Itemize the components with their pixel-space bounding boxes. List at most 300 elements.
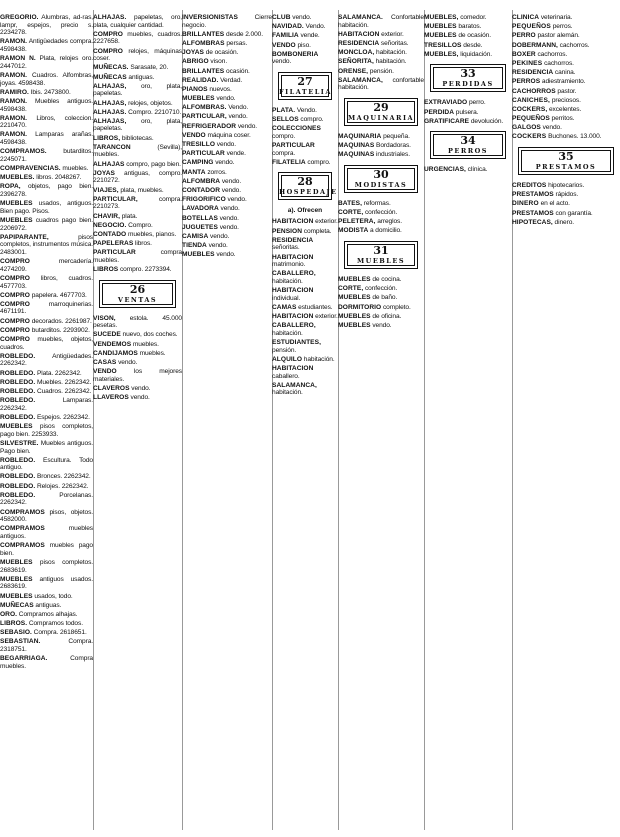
ad-text: vendo. [216,95,236,103]
classified-ad [272,313,338,321]
classified-ad [272,159,338,167]
ad-lead: FRIGORIFICO [182,196,226,204]
ad-text: Compra muebles. [0,655,93,670]
classified-ad [0,483,93,491]
classified-ad [338,31,424,39]
ad-text: compro. 2273394. [119,266,172,274]
ad-text: butarditos. 2245071. [0,148,93,163]
ad-text: pensión. [369,67,394,75]
ad-text: confección. [364,209,398,217]
ad-text: Antigüedades compra. 4598438. [0,38,93,53]
section-number: 27 [297,74,313,88]
ad-lead: PARTICULAR [93,249,136,257]
ad-text: Espejos. 2262342. [36,413,90,421]
classified-ad [182,178,272,186]
ad-lead: COLECCIONES [272,125,321,133]
ad-text: Bordadoras. [376,142,411,150]
section-number: 30 [373,167,389,181]
ad-text: habitación. [303,355,335,363]
ad-lead: EXTRAVIADO [424,99,468,107]
classified-ad [0,174,93,182]
column-4 [272,14,338,829]
ad-lead: HABITACION [272,218,314,226]
classified-ad [0,559,93,574]
ad-text: nuevo, dos coches. [122,331,178,339]
classified-ad [512,182,620,190]
ad-lead: DOBERMANN, [512,41,558,49]
classified-ad [0,638,93,653]
subsection-heading: a). Ofrecen [287,207,323,215]
ad-text: pequeña. [383,132,410,140]
ad-lead: COMPRO [0,291,30,299]
ad-lead: ROBLEDO. [0,456,36,464]
ad-text: confección. [364,285,398,293]
ad-text: perros. [552,23,573,31]
ad-text: mercadería. 4274209. [0,258,93,273]
ad-lead: ALHAJAS, [93,117,127,125]
ad-text: decorados. 2261987. [31,317,92,325]
ad-text: Plata. 2262342. [36,369,82,377]
ad-lead: PAPELERAS [93,240,134,248]
classified-ad [93,350,182,358]
classified-ad [272,304,338,312]
ad-lead: MUEBLES [0,592,33,600]
ad-text: completo. [382,303,411,311]
classified-ad [338,209,424,217]
classified-ad [338,322,424,330]
ad-lead: COMPRO [0,336,30,344]
ad-lead: JOYAS [182,49,204,57]
ad-text: libros. 2048267. [36,174,82,182]
classified-ad [0,440,93,455]
classified-ad [93,222,182,230]
classified-ad [0,370,93,378]
ad-text: industriales. [376,151,410,159]
ad-text: libros. [135,240,152,248]
ad-text: habitación. [375,58,407,66]
classified-ad [424,51,512,59]
ad-lead: PERDIDA [424,108,455,116]
classified-ad [182,233,272,241]
classified-ad [93,385,182,393]
section-label: PERDIDAS [442,80,494,89]
ad-text: hipotecarios. [548,182,585,190]
ad-text: los mejores materiales. [93,368,182,383]
ad-lead: ABRIGO [182,58,209,66]
ad-text: relojes, objetos. [128,99,173,107]
ad-text: pisos completos, instrumentos música. 2483001. [0,233,93,256]
ad-text: veterinaria. [540,14,573,21]
ad-lead: HABITACION [272,253,314,261]
classified-ad [512,14,620,22]
ad-text: dinero. [554,218,575,226]
ad-text: cachorros. [537,50,568,58]
ad-lead: PENSION [272,227,303,235]
classified-ad [0,509,93,524]
ad-lead: CAMPING [182,159,214,167]
ad-lead: GREGORIO. [0,14,39,21]
classified-ad [272,42,338,50]
classified-ad [424,166,512,174]
classified-ad [0,200,93,215]
classified-ad [0,292,93,300]
classified-ad [512,106,620,114]
classified-ad [272,125,338,140]
ad-lead: PERROS [512,78,541,86]
classified-ad [93,196,182,211]
classified-ad [93,331,182,339]
ad-lead: MUÑECAS. [93,64,129,72]
ad-lead: CLUB [272,14,291,21]
classified-ad [272,32,338,40]
classified-ad [0,131,93,146]
ad-text: pensión. [272,346,297,354]
ad-text: excelentes. [548,105,582,113]
ad-lead: ROBLEDO. [0,378,36,386]
section-number: 33 [460,67,476,81]
ad-lead: MAQUINAS [338,142,375,150]
ad-lead: CONTADO [93,230,127,238]
ad-text: vendo. [210,232,230,240]
ad-text: pisos completos, pago bien. 2253933. [0,423,93,438]
ad-text: de cocina. [372,276,402,284]
ad-lead: COMPRO [93,47,123,55]
classified-ad [182,132,272,140]
ad-text: vendo. [219,223,239,231]
ad-text: vende. [226,150,246,158]
ad-text: máquina coser. [207,131,251,139]
section-label: VENTAS [117,295,158,304]
classified-ad [272,254,338,269]
ad-text: pisos, objetos. 4582000. [0,508,93,524]
ad-text: compro. [272,132,296,140]
ad-text: papeletas, oro, plata, cualquier cantidad. [93,14,182,29]
ad-text: pastor. [557,87,577,95]
section-header [278,172,338,200]
ad-text: Porcelanas. 2262342. [0,491,93,507]
ad-lead: CANDIJAMOS [93,349,138,357]
ad-text: pulsera. [455,108,479,116]
ad-lead: PRESTAMOS [512,191,554,199]
ad-lead: ALFOMBRAS. [182,104,227,112]
classified-ad [182,49,272,57]
section-header [344,241,418,269]
ad-text: pastor alemán. [537,32,580,40]
ad-text: antiguos usados. 2683619. [0,575,93,591]
classified-ad [93,266,182,274]
classified-ad [182,113,272,121]
classified-ad [0,525,93,540]
classified-ad [182,95,272,103]
classified-ad [182,68,272,76]
ad-lead: RESIDENCIA [338,39,380,47]
ad-lead: CABALLERO, [272,270,316,278]
ad-text: señoritas. [380,39,409,47]
ad-text: vendo. [542,124,562,132]
classified-ad [272,116,338,124]
classified-ad [272,14,338,22]
classified-ad [0,576,93,591]
ad-text: perro. [468,99,486,107]
classified-ad [272,365,338,380]
ad-text: muebles. [139,349,166,357]
section-number: 26 [129,282,146,296]
ad-text: usados, antiguos. Bien pago. Pisos. [0,200,93,215]
ad-lead: ALHAJAS. [93,14,127,21]
classified-ad [338,133,424,141]
classified-ad [0,629,93,637]
classified-ad [272,322,338,337]
classified-ad [338,58,424,66]
ad-text: cachorros. [544,59,574,67]
ad-lead: ALQUILO [272,355,303,363]
ad-lead: TARANCON [93,143,131,151]
ad-text: Cuadros. Alfombras, joyas. 4598438. [0,71,93,87]
ad-lead: MUEBLES [338,321,371,329]
section-header [99,280,176,308]
classified-ad [0,275,93,290]
ad-lead: ALFOMBRA [182,177,221,185]
classified-ad [93,231,182,239]
ad-text: muebles, pianos. [127,230,177,238]
ad-lead: VIAJES, [93,186,119,194]
ad-lead: ROBLEDO. [0,491,36,499]
ad-text: vendo. [215,159,235,167]
ad-lead: SEBASIO. [0,629,32,637]
classified-ad [93,213,182,221]
ad-lead: PRESTAMOS [512,209,554,217]
classified-ad [0,457,93,472]
ad-text: compra muebles. [93,249,182,264]
ad-lead: REFRIGERADOR [182,122,237,130]
classified-ad [182,196,272,204]
ad-text: habitación. [272,278,303,285]
ad-lead: FAMILIA [272,32,299,40]
ad-lead: CHAVIR, [93,212,120,220]
section-label: MUEBLES [356,257,406,266]
ad-text: muebles antiguos. [0,525,93,540]
ad-lead: BRILLANTES [182,30,225,38]
ad-text: Confortable habitación. [338,14,424,29]
ad-lead: BOMBONERIA [272,50,319,58]
ad-lead: MUEBLES [338,276,371,284]
classified-ad [182,215,272,223]
classified-ad [338,49,424,57]
ad-lead: GRATIFICARE [424,117,470,125]
ad-text: exterior. [315,313,338,321]
classified-ad [0,148,93,163]
classified-ad [182,123,272,131]
classified-ad [338,227,424,235]
classified-ad [512,210,620,218]
ad-lead: CORTE, [338,285,364,293]
classified-ad [182,242,272,250]
ad-lead: VISON, [93,314,116,322]
ad-text: Escultura. Todo antiguo. [0,456,93,472]
ad-lead: HABITACION [338,30,380,38]
ad-text: Cierre negocio. [182,14,272,29]
ad-lead: JUGUETES [182,223,218,231]
ad-lead: PEQUEÑOS [512,23,551,31]
section-header [278,72,332,100]
ad-text: exterior. [381,30,404,38]
ad-text: habitación. [272,389,303,397]
classified-ad [93,359,182,367]
ad-lead: COMPRAMOS [0,542,45,550]
ad-text: vison. [210,58,228,66]
ad-text: cuadros pago bien. 2206972. [0,216,93,232]
ad-lead: INVERSIONISTAS [182,14,238,21]
ad-text: oro, plata, papeletas. [93,82,182,98]
ad-lead: MONCLOA, [338,49,375,57]
ad-text: antiguas. [128,73,155,81]
classified-ad [93,187,182,195]
ad-text: nuevos. [209,85,232,93]
classified-ad [272,237,338,252]
ad-text: (Sevilla), muebles. [93,143,182,159]
classified-ad [0,55,93,70]
ad-lead: MUÑECAS [0,601,34,609]
ad-lead: ALFOMBRAS [182,39,225,47]
ad-text: Vendo. [228,104,249,112]
ad-text: vendo. [227,196,247,204]
ad-lead: CONTADOR [182,186,221,194]
classified-ad [93,161,182,169]
ad-lead: NAVIDAD. [272,23,304,31]
ad-lead: ALHAJAS, [93,82,127,90]
ad-lead: RESIDENCIA [512,69,554,77]
classified-ad [93,109,182,117]
section-number: 31 [373,244,389,258]
ad-text: comedor. [460,14,487,21]
ad-lead: ALHAJAS. [93,108,127,116]
classified-ad [272,142,338,157]
ad-lead: SALAMANCA, [338,76,383,84]
ad-text: Libros, coleccion. 2210470. [0,114,93,130]
classified-ad [0,301,93,316]
classified-ad [93,135,182,143]
ad-lead: LIBROS. [0,620,28,628]
classified-ad [93,240,182,248]
classified-ad [338,304,424,312]
ad-text: usados, todo. [34,592,73,600]
ad-text: Compramos alhajas. [18,610,78,618]
ad-text: oro, plata, papeletas. [93,117,182,133]
section-label: PRESTAMOS [535,163,597,172]
classified-ad [0,492,93,507]
ad-text: de baño. [372,294,398,302]
classified-ad [182,251,272,259]
ad-text: vendo. [130,394,150,402]
ad-lead: COMPRO [93,30,123,38]
ad-text: arreglos. [377,218,402,226]
ad-text: muebles pago bien. [0,542,93,557]
ad-lead: SALAMANCA, [272,381,317,389]
ad-lead: MUEBLES [0,216,33,224]
classified-ad [0,165,93,173]
classified-ad [0,620,93,628]
ad-lead: PELETERA, [338,218,376,226]
ad-lead: MUEBLES, [424,50,459,58]
classified-ad [512,32,620,40]
ad-text: compra. [272,149,296,157]
classified-ad [272,270,338,285]
classified-ad [0,593,93,601]
ad-text: vendo. [216,251,236,259]
classified-ad [424,42,512,50]
ad-text: clínica. [467,166,488,174]
ad-text: Vendo. [296,106,317,114]
ad-lead: ROBLEDO. [0,473,36,481]
classified-ad [0,327,93,335]
ad-text: Relojes. 2262342. [36,482,89,490]
ad-lead: HABITACION [272,287,314,295]
classified-ad [182,141,272,149]
ad-text: vendo. [292,14,312,21]
ad-lead: CORTE, [338,209,364,217]
ad-lead: ALHAJAS [93,160,125,168]
ad-text: relojes, máquinas coser. [93,47,182,63]
ad-text: vendo. [372,321,392,329]
ad-lead: RAMON. [0,38,28,46]
ad-text: muebles, objetos, cuadros. [0,336,93,351]
classified-ad [338,14,424,29]
ad-text: bibliotecas. [121,134,154,142]
ad-text: confortable habitación. [338,76,424,92]
classified-ad [0,38,93,53]
ad-text: antiguas. [35,601,62,609]
ad-text: Compra. 2318751. [0,638,93,654]
ad-text: Muebles antiguos. 4598438. [0,97,93,113]
classified-ad [512,219,620,227]
ad-text: Plata, relojes oro. 2447012. [0,55,93,70]
ad-text: marroquinerias. 4671191. [0,300,93,316]
ad-lead: BATES, [338,199,362,207]
classified-ad [512,97,620,105]
classified-ad [338,40,424,48]
ad-text: Vendo. [305,23,326,31]
ad-text: compro, pago bien. [126,160,181,168]
ad-lead: SILVESTRE. [0,439,39,447]
ad-lead: RAMON. [0,131,28,139]
classified-ad [182,169,272,177]
ad-text: Compro. [128,221,153,229]
ad-text: Compramos todos. [28,620,83,628]
ad-lead: COMPRO [0,274,30,282]
classified-ad [93,31,182,46]
classified-ad [93,368,182,383]
ad-lead: SELLOS [272,116,299,124]
classified-ad [272,356,338,364]
column-7 [512,14,620,829]
ad-text: compro. [307,158,331,166]
classified-ad [338,200,424,208]
ad-lead: RAMON N. [0,55,36,63]
ad-text: libros, cuadros. 4577703. [0,274,93,290]
classified-ad [0,397,93,412]
classified-ad [512,78,620,86]
classified-ad [512,191,620,199]
classified-ad [93,100,182,108]
classified-ad [424,109,512,117]
classified-ad [182,224,272,232]
classified-ad [0,115,93,130]
ad-lead: BOTELLAS [182,214,218,222]
classified-ad [272,51,338,66]
ad-lead: COMPRO [0,326,30,334]
ad-text: Lamparas. 2262342. [0,397,93,412]
ad-lead: CANICHES, [512,96,551,104]
